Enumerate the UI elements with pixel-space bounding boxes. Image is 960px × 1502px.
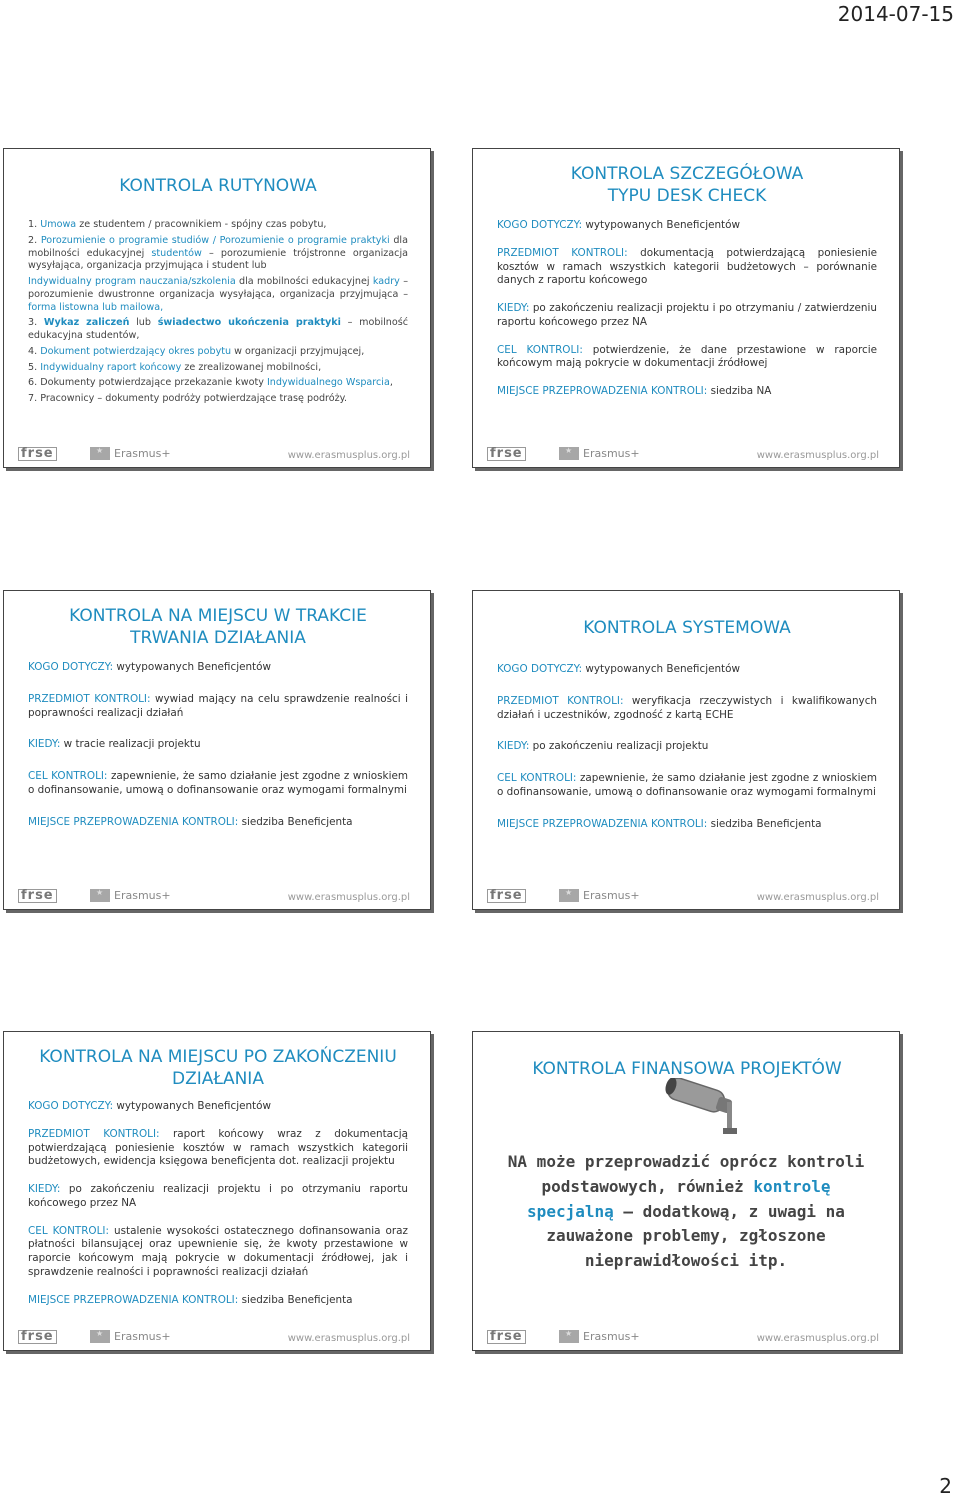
para-przedmiot: PRZEDMIOT KONTROLI: raport końcowy wraz z dokumentacją potwierdzającą poniesienie kosztów w ramach wszystkich kategorii budżetowych, ewidencja księgowa beneficjenta dot. realizacji projektu <box>28 1127 408 1168</box>
para-kogo-dotyczy: KOGO DOTYCZY: wytypowanych Beneficjentów <box>28 1100 271 1113</box>
para-kiedy: KIEDY: po zakończeniu realizacji projektu <box>497 740 709 753</box>
erasmus-logo: ★ Erasmus+ <box>90 1330 171 1343</box>
para-kiedy: KIEDY: po zakończeniu realizacji projektu i po otrzymaniu raportu końcowego przez NA <box>28 1183 408 1209</box>
eu-flag-icon <box>559 447 579 460</box>
para-kiedy: KIEDY: po zakończeniu realizacji projektu i po otrzymaniu / zatwierdzeniu raportu końcowego przez NA <box>497 302 877 328</box>
para-przedmiot: PRZEDMIOT KONTROLI: wywiad mający na celu sprawdzenie realności i poprawności realizacji działań <box>28 692 408 719</box>
security-camera-icon <box>663 1078 749 1138</box>
slide-title: KONTROLA SZCZEGÓŁOWA TYPU DESK CHECK <box>570 164 804 207</box>
frse-logo: frse <box>487 889 526 903</box>
frse-logo: frse <box>18 1330 57 1344</box>
slide-footer <box>473 875 899 909</box>
para-kiedy: KIEDY: w tracie realizacji projektu <box>28 738 201 751</box>
frse-logo: frse <box>18 447 57 461</box>
para-cel: CEL KONTROLI: zapewnienie, że samo działanie jest zgodne z wnioskiem o dofinansowanie, umową o dofinansowanie oraz wymogami formalnymi <box>497 772 877 798</box>
erasmus-logo: ★ Erasmus+ <box>90 889 171 902</box>
slide-kontrola-rutynowa <box>3 148 431 468</box>
slide-title: KONTROLA SYSTEMOWA <box>583 618 791 638</box>
list-item: 6. Dokumenty potwierdzające przekazanie kwoty Indywidualnego Wsparcia, <box>28 377 393 389</box>
list-item: 1. Umowa ze studentem / pracownikiem - spójny czas pobytu, <box>28 219 327 231</box>
erasmus-logo: ★ Erasmus+ <box>559 889 640 902</box>
slide-footer <box>4 1316 430 1350</box>
footer-url[interactable]: www.erasmusplus.org.pl <box>756 450 879 461</box>
para-miejsce: MIEJSCE PRZEPROWADZENIA KONTROLI: siedziba Beneficjenta <box>497 817 822 830</box>
frse-logo: frse <box>18 889 57 903</box>
list-item: 7. Pracownicy – dokumenty podróży potwierdzające trasę podróży. <box>28 393 348 405</box>
slide-kontrola-systemowa <box>472 590 900 910</box>
slide-title: KONTROLA RUTYNOWA <box>119 176 317 196</box>
slide-footer <box>4 433 430 467</box>
para-przedmiot: PRZEDMIOT KONTROLI: dokumentacją potwierdzającą poniesienie kosztów w ramach wszystkich kategorii budżetowych – porównanie danych z raportu końcowego <box>497 246 877 287</box>
slide-kontrola-finansowa <box>472 1031 900 1351</box>
para-miejsce: MIEJSCE PRZEPROWADZENIA KONTROLI: siedziba Beneficjenta <box>28 815 353 828</box>
para-kogo-dotyczy: KOGO DOTYCZY: wytypowanych Beneficjentów <box>28 661 271 674</box>
para-cel: CEL KONTROLI: zapewnienie, że samo działanie jest zgodne z wnioskiem o dofinansowanie, umową o dofinansowanie oraz wymogami formalnymi <box>28 770 408 796</box>
para-kogo-dotyczy: KOGO DOTYCZY: wytypowanych Beneficjentów <box>497 663 740 676</box>
slide-footer <box>473 1316 899 1350</box>
eu-flag-icon <box>90 1330 110 1343</box>
page-number: 2 <box>939 1474 952 1498</box>
slide-title: KONTROLA NA MIEJSCU W TRAKCIE TRWANIA DZIAŁANIA <box>69 606 367 649</box>
eu-flag-icon <box>559 889 579 902</box>
eu-flag-icon <box>90 889 110 902</box>
para-miejsce: MIEJSCE PRZEPROWADZENIA KONTROLI: siedziba Beneficjenta <box>28 1293 353 1306</box>
list-item: 5. Indywidualny raport końcowy ze zrealizowanej mobilności, <box>28 361 322 373</box>
para-miejsce: MIEJSCE PRZEPROWADZENIA KONTROLI: siedziba NA <box>497 385 772 398</box>
frse-logo: frse <box>487 447 526 461</box>
page-date: 2014-07-15 <box>837 2 954 26</box>
footer-url[interactable]: www.erasmusplus.org.pl <box>756 892 879 903</box>
list-item: 4. Dokument potwierdzający okres pobytu w organizacji przyjmującej, <box>28 345 365 357</box>
document-list <box>28 219 408 406</box>
footer-url[interactable]: www.erasmusplus.org.pl <box>756 1333 879 1344</box>
eu-flag-icon <box>559 1330 579 1343</box>
slide-footer <box>4 875 430 909</box>
slide-kontrola-w-trakcie <box>3 590 431 910</box>
slide-title: KONTROLA NA MIEJSCU PO ZAKOŃCZENIU DZIAŁANIA <box>39 1047 397 1090</box>
footer-url[interactable]: www.erasmusplus.org.pl <box>287 892 410 903</box>
list-item: 3. Wykaz zaliczeń lub świadectwo ukończenia praktyki – mobilność edukacyjna studentów, <box>28 317 408 342</box>
footer-url[interactable]: www.erasmusplus.org.pl <box>287 450 410 461</box>
para-cel: CEL KONTROLI: potwierdzenie, że dane przestawione w raporcie końcowym mają pokrycie w dokumentacji źródłowej <box>497 343 877 370</box>
special-control-message: NA może przeprowadzić oprócz kontroli podstawowych, również kontrolę specjalną – dodatkową, z uwagi na zauważone problemy, zgłoszone nieprawidłowości itp. <box>507 1152 865 1271</box>
list-item: 2. Porozumienie o programie studiów / Porozumienie o programie praktyki dla mobilności edukacyjnej studentów – porozumienie trójstronne organizacja wysyłająca, organizacja przyjmująca i student lub <box>28 234 408 272</box>
para-cel: CEL KONTROLI: ustalenie wysokości ostatecznego dofinansowania oraz płatności bilansującej oraz upewnienie się, że kwoty przestawione w raporcie końcowym mają pokrycie w dokumentacji źródłowej, jak i sprawdzenie realności i poprawności realizacji działań <box>28 1224 408 1278</box>
slide-footer <box>473 433 899 467</box>
para-kogo-dotyczy: KOGO DOTYCZY: wytypowanych Beneficjentów <box>497 219 740 232</box>
frse-logo: frse <box>487 1330 526 1344</box>
erasmus-logo: ★ Erasmus+ <box>559 1330 640 1343</box>
footer-url[interactable]: www.erasmusplus.org.pl <box>287 1333 410 1344</box>
para-przedmiot: PRZEDMIOT KONTROLI: weryfikacja rzeczywistych i kwalifikowanych działań i uczestników, zgodność z kartą ECHE <box>497 694 878 721</box>
slide-title: KONTROLA FINANSOWA PROJEKTÓW <box>532 1059 842 1079</box>
list-item: Indywidualny program nauczania/szkolenia dla mobilności edukacyjnej kadry – porozumienie dwustronne organizacja wysyłająca, organizacja przyjmująca – forma listowna lub mailowa, <box>28 276 408 313</box>
erasmus-logo: ★ Erasmus+ <box>90 447 171 460</box>
erasmus-logo: ★ Erasmus+ <box>559 447 640 460</box>
eu-flag-icon <box>90 447 110 460</box>
slide-kontrola-szczegolowa <box>472 148 900 468</box>
slide-kontrola-po-zakonczeniu <box>3 1031 431 1351</box>
